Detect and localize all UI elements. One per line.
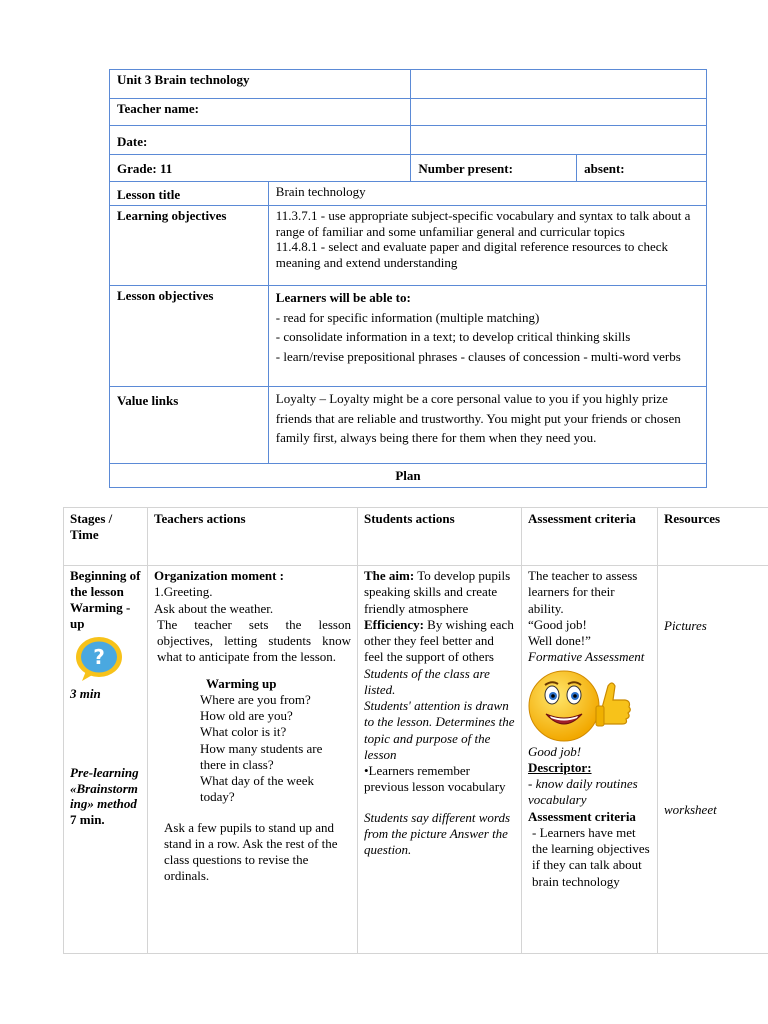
col-header-students-actions: Students actions <box>358 508 522 566</box>
smiley-thumbs-up-icon <box>524 668 651 744</box>
weather-text: Ask about the weather. <box>154 600 274 616</box>
ask-pupils-text: Ask a few pupils to stand up and stand in a row. Ask the rest of the class questions to revise the ordinals. <box>164 819 338 884</box>
lesson-objective-item: - read for specific information (multiple matching) <box>275 309 540 325</box>
value-links-label: Value links <box>110 387 269 464</box>
warming-question: What day of the week today? <box>200 773 315 805</box>
aim-paragraph <box>364 568 515 617</box>
warming-question: Where are you from? <box>200 691 311 707</box>
learning-objectives-label: Learning objectives <box>110 206 269 286</box>
learning-objective-2: 11.4.8.1 - select and evaluate paper and digital reference resources to check meaning and extend understanding <box>275 239 668 271</box>
svg-text:?: ? <box>93 645 105 670</box>
organization-moment-title: Organization moment : <box>154 568 284 583</box>
aim-text: To develop pupils speaking skills and create friendly atmosphere <box>364 568 511 616</box>
plan-table <box>63 507 768 954</box>
stage-time-2: 7 min. <box>70 812 105 828</box>
unit-blank-cell <box>411 70 707 99</box>
warming-question: How old are you? <box>200 708 293 723</box>
plan-heading: Plan <box>110 464 707 488</box>
resource-worksheet: worksheet <box>664 802 717 818</box>
date-value <box>411 126 707 155</box>
warming-question: How many students are there in class? <box>200 740 323 772</box>
objectives-text: The teacher sets the lesson objectives, letting students know what to anticipate from the lesson. <box>157 616 351 665</box>
assessment-criteria-label: Assessment criteria <box>528 808 636 824</box>
question-bubble-icon <box>74 635 141 683</box>
col-header-assessment: Assessment criteria <box>522 508 658 566</box>
greeting-text: 1.Greeting. <box>154 584 213 600</box>
teacher-name-label: Teacher name: <box>110 99 411 126</box>
grade-label: Grade: 11 <box>110 155 411 182</box>
descriptor-label: Descriptor: <box>528 759 592 775</box>
lesson-title-label: Lesson title <box>110 182 269 206</box>
students-attention-text: Students' attention is drawn to the lesson. Determines the topic and purpose of the lesson <box>364 698 515 762</box>
value-links-text: Loyalty – Loyalty might be a core personal value to you if you highly prize friends that are reliable and trustworthy. You might put your friends or chosen family first, always being there for them when they need you. <box>268 387 706 464</box>
good-job-caption: Good job! <box>528 743 582 759</box>
learners-remember-text: •Learners remember previous lesson vocabulary <box>364 763 506 795</box>
learning-objective-1: 11.3.7.1 - use appropriate subject-specific vocabulary and syntax to talk about a range of familiar and some unfamiliar general and curricular topics <box>275 208 691 239</box>
date-label: Date: <box>110 126 411 155</box>
aim-label: The aim: <box>364 568 415 583</box>
lesson-info-table <box>109 69 707 488</box>
formative-assessment-text: Formative Assessment <box>528 649 645 665</box>
absent-label: absent: <box>577 155 707 182</box>
col-header-resources: Resources <box>658 508 768 566</box>
descriptor-text: - know daily routines vocabulary <box>528 776 638 808</box>
lesson-objective-item: - consolidate information in a text; to develop critical thinking skills <box>275 329 631 345</box>
stage-pre-learning-title: Pre-learning «Brainstorming» method <box>70 764 139 812</box>
stage-beginning-title: Beginning of the lesson Warming -up <box>70 568 141 631</box>
teacher-name-value <box>411 99 707 126</box>
stage-time-1: 3 min <box>70 686 101 702</box>
col-header-teachers-actions: Teachers actions <box>148 508 358 566</box>
warming-up-title: Warming up <box>206 675 277 691</box>
assessment-criteria-text: - Learners have met the learning objectives if they can talk about brain technology <box>532 824 650 889</box>
number-present-label: Number present: <box>411 155 577 182</box>
lesson-objectives-label: Lesson objectives <box>110 286 269 387</box>
resource-pictures: Pictures <box>664 618 707 633</box>
lesson-objectives-intro: Learners will be able to: <box>275 290 411 306</box>
unit-title: Unit 3 Brain technology <box>110 70 411 99</box>
warming-question: What color is it? <box>200 724 287 740</box>
col-header-stages: Stages / Time <box>64 508 148 566</box>
efficiency-paragraph <box>364 617 515 666</box>
well-done-quote: Well done!” <box>528 633 591 648</box>
students-listed-text: Students of the class are listed. <box>364 665 490 697</box>
teacher-assess-text: The teacher to assess learners for their ability. <box>528 568 638 616</box>
lesson-objective-item: - learn/revise prepositional phrases - clauses of concession - multi-word verbs <box>275 348 681 364</box>
students-say-text: Students say different words from the picture Answer the question. <box>364 809 511 857</box>
good-job-quote: “Good job! <box>528 616 587 632</box>
lesson-title-value: Brain technology <box>268 182 706 206</box>
efficiency-text: By wishing each other they feel better and feel the support of others <box>364 616 514 665</box>
efficiency-label: Efficiency: <box>364 616 424 632</box>
